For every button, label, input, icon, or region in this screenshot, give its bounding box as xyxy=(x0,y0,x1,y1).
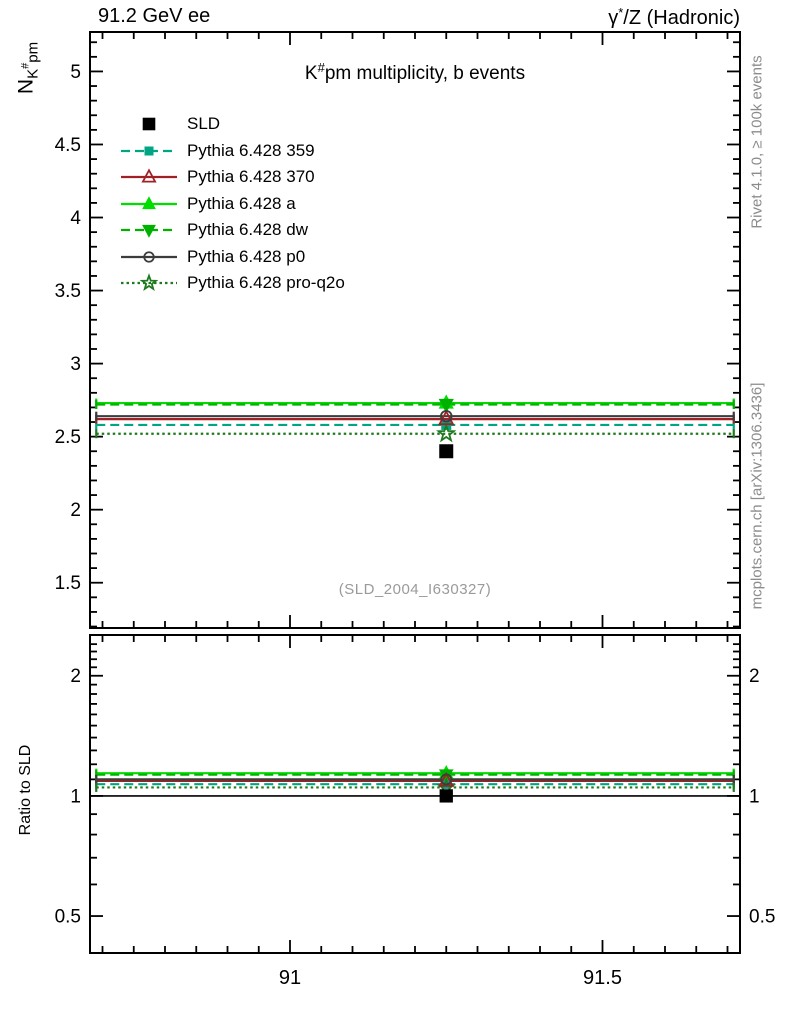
legend-marker-pythia-6428-a-icon xyxy=(120,194,178,214)
header-process-rest: /Z (Hadronic) xyxy=(623,7,740,29)
plot-title-rest: pm multiplicity, b events xyxy=(324,63,526,84)
y-axis-label-subsup: # xyxy=(19,62,32,69)
ratio-tick-left-2: 2 xyxy=(70,666,81,688)
y-tick-label-3.5: 3.5 xyxy=(54,281,81,303)
legend-item-pythia-6428-dw xyxy=(120,217,345,244)
y-tick-label-3: 3 xyxy=(70,354,81,376)
legend-item-pythia-6428-a xyxy=(120,191,345,218)
header-process-star: * xyxy=(618,5,624,20)
y-tick-label-2.5: 2.5 xyxy=(54,427,81,449)
marker-ratio-sld xyxy=(440,789,453,802)
analysis-watermark: (SLD_2004_I630327) xyxy=(338,581,492,598)
ratio-tick-left-0.5: 0.5 xyxy=(54,906,81,928)
y-axis-label-sub: K xyxy=(24,68,42,79)
plot-title xyxy=(90,60,740,85)
legend-label-pythia-6428-dw: Pythia 6.428 dw xyxy=(187,220,308,240)
y-axis-label xyxy=(15,42,42,94)
legend-marker-pythia-6428-pro-q2o-icon xyxy=(120,273,178,293)
plot-title-sup: # xyxy=(317,60,325,75)
y-tick-label-5: 5 xyxy=(70,61,81,83)
legend-label-pythia-6428-p0: Pythia 6.428 p0 xyxy=(187,246,306,266)
y-tick-label-4.5: 4.5 xyxy=(54,134,81,156)
y-tick-label-4: 4 xyxy=(70,208,81,230)
legend-label-sld: SLD xyxy=(187,114,221,134)
legend-item-pythia-6428-359 xyxy=(120,138,345,165)
x-tick-label-91.5: 91.5 xyxy=(583,967,622,989)
ratio-tick-right-2: 2 xyxy=(749,666,760,688)
plot-title-k: K xyxy=(304,63,318,84)
ratio-tick-left-1: 1 xyxy=(70,786,81,808)
legend-label-pythia-6428-a: Pythia 6.428 a xyxy=(187,193,296,213)
marker-main-pythia-6428-pro-q2o xyxy=(439,426,454,440)
y-axis-label-n: N xyxy=(14,78,38,95)
header-beam-energy: 91.2 GeV ee xyxy=(98,5,211,27)
x-tick-label-91: 91 xyxy=(278,967,302,989)
legend-marker-pythia-6428-370-icon xyxy=(120,167,178,187)
legend xyxy=(120,111,345,297)
legend-marker-pythia-6428-359-icon xyxy=(120,141,178,161)
legend-marker-pythia-6428-dw-icon xyxy=(120,220,178,240)
ratio-axis-label: Ratio to SLD xyxy=(17,744,34,836)
y-tick-label-2: 2 xyxy=(70,500,81,522)
ratio-tick-right-1: 1 xyxy=(749,786,760,808)
legend-item-sld xyxy=(120,111,345,138)
legend-label-pythia-6428-pro-q2o: Pythia 6.428 pro-q2o xyxy=(187,273,345,293)
legend-label-pythia-6428-359: Pythia 6.428 359 xyxy=(187,140,315,160)
y-tick-label-1.5: 1.5 xyxy=(54,573,81,595)
legend-item-pythia-6428-370 xyxy=(120,164,345,191)
rivet-version-note: Rivet 4.1.0, ≥ 100k events xyxy=(748,55,766,229)
marker-main-sld xyxy=(439,444,453,458)
legend-label-pythia-6428-370: Pythia 6.428 370 xyxy=(187,167,315,187)
y-axis-label-subrest: pm xyxy=(24,41,42,63)
legend-item-pythia-6428-pro-q2o xyxy=(120,270,345,297)
ratio-tick-right-0.5: 0.5 xyxy=(749,906,776,928)
mcplots-arxiv-note: mcplots.cern.ch [arXiv:1306.3436] xyxy=(748,382,766,610)
series-markers xyxy=(439,396,454,803)
legend-item-pythia-6428-p0 xyxy=(120,244,345,271)
header-process-gamma: γ xyxy=(608,7,619,29)
legend-marker-sld-icon xyxy=(120,114,178,134)
legend-marker-pythia-6428-p0-icon xyxy=(120,247,178,267)
